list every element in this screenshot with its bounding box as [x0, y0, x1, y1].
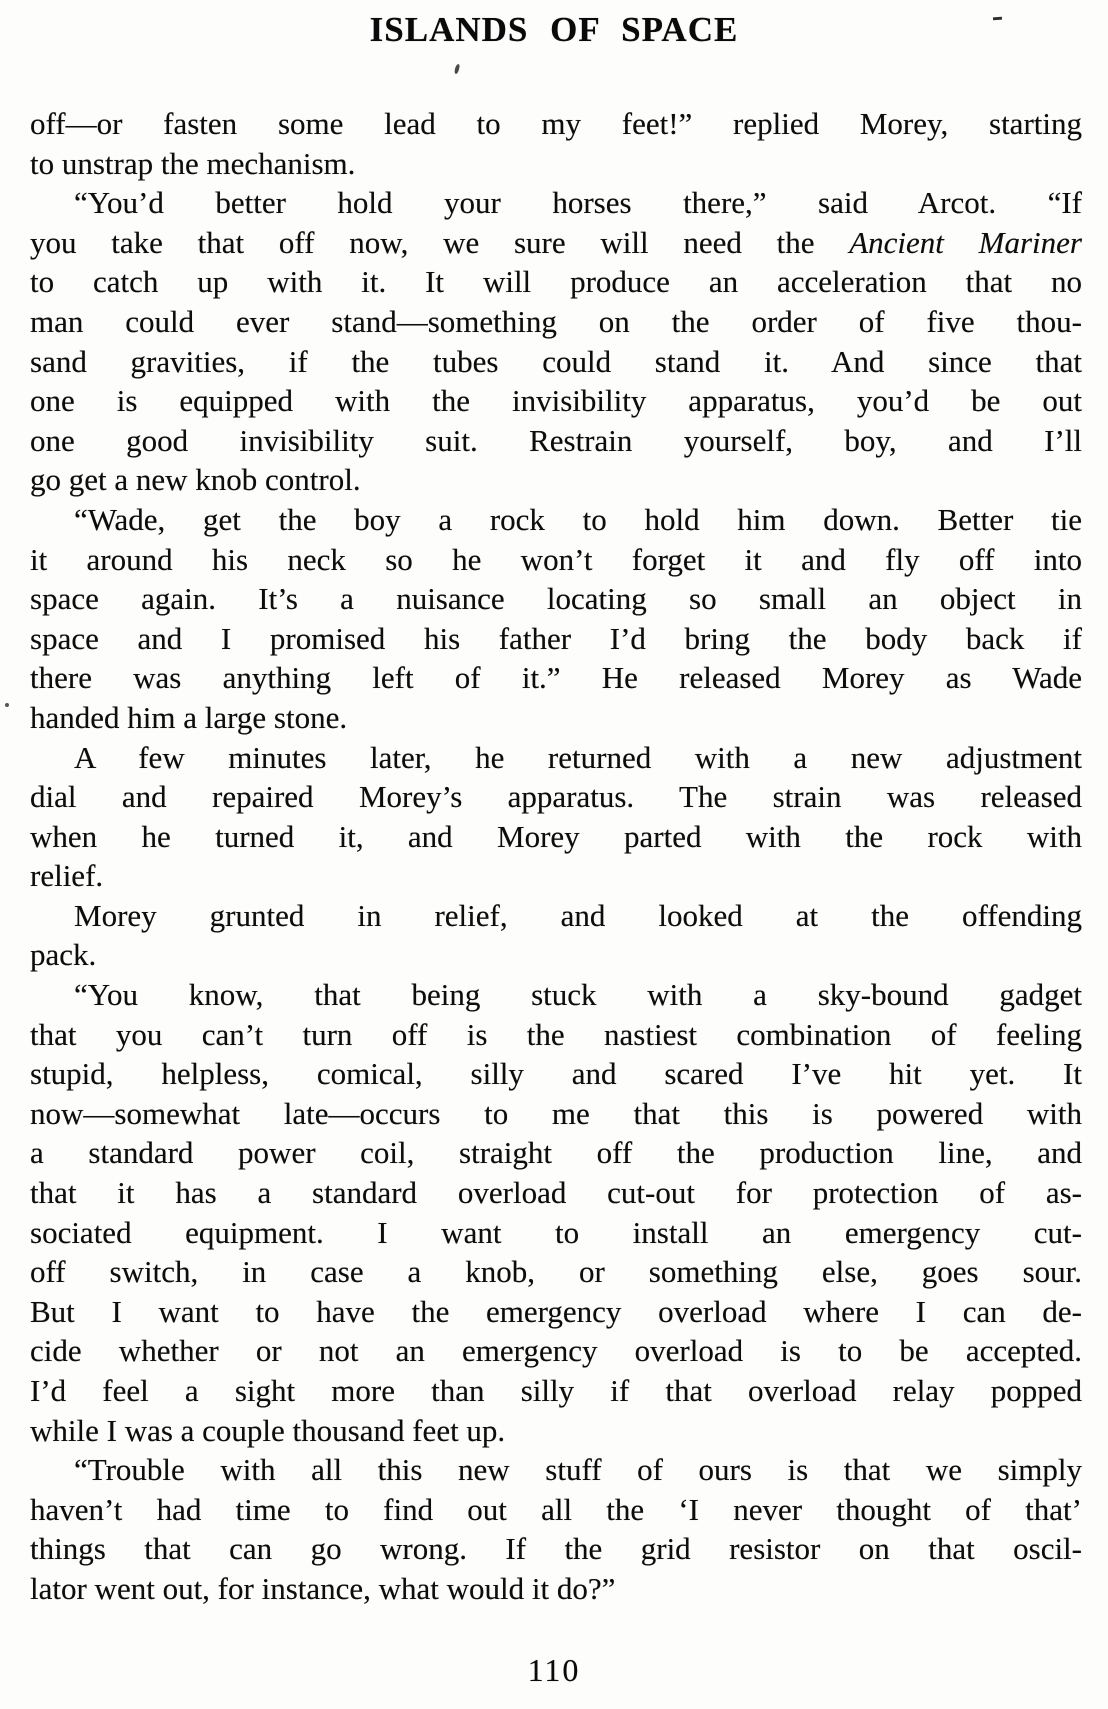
text-line: when he turned it, and Morey parted with the rock with	[30, 818, 1082, 854]
text-line: now—somewhat late—occurs to me that this is powered with	[30, 1095, 1082, 1131]
text-line: things that can go wrong. If the grid resistor on that oscil-	[30, 1531, 1082, 1567]
text-line: “Trouble with all this new stuff of ours is that we simply	[74, 1452, 1082, 1488]
text-line: “Wade, get the boy a rock to hold him down. Better tie	[74, 501, 1082, 537]
text-line: pack.	[30, 937, 97, 973]
scan-speck	[5, 703, 9, 707]
text-line: space and I promised his father I’d bring the body back if	[30, 620, 1082, 656]
text-line: “You know, that being stuck with a sky-bound gadget	[74, 977, 1082, 1013]
text-line: Morey grunted in relief, and looked at the offending	[74, 897, 1082, 933]
scan-speck	[993, 17, 1002, 21]
text-line: dial and repaired Morey’s apparatus. The strain was released	[30, 779, 1082, 815]
text-line: a standard power coil, straight off the production line, and	[30, 1135, 1082, 1171]
paragraph	[30, 1450, 1082, 1608]
paragraph	[30, 738, 1082, 896]
text-line: that you can’t turn off is the nastiest combination of feeling	[30, 1016, 1082, 1052]
text-line: I’d feel a sight more than silly if that overload relay popped	[30, 1373, 1082, 1408]
text-line: A few minutes later, he returned with a new adjustment	[74, 739, 1082, 775]
text-line: sand gravities, if the tubes could stand it. And since that	[30, 343, 1082, 379]
text-line: one good invisibility suit. Restrain yourself, boy, and I’ll	[30, 422, 1082, 458]
text-line: sociated equipment. I want to install an emergency cut-	[30, 1214, 1082, 1250]
text-line: while I was a couple thousand feet up.	[30, 1412, 506, 1448]
text-line: to unstrap the mechanism.	[30, 145, 356, 181]
text-line: “You’d better hold your horses there,” said Arcot. “If	[74, 185, 1082, 221]
text-line: lator went out, for instance, what would it do?”	[30, 1570, 616, 1606]
paragraph	[30, 183, 1082, 500]
paragraph	[30, 896, 1082, 975]
text-line: stupid, helpless, comical, silly and scared I’ve hit yet. It	[30, 1056, 1082, 1092]
paragraph	[30, 500, 1082, 738]
text-line: you take that off now, we sure will need the Ancient Mariner	[30, 224, 1082, 260]
text-body	[30, 104, 1082, 1609]
text-line: to catch up with it. It will produce an acceleration that no	[30, 264, 1082, 300]
text-line: off—or fasten some lead to my feet!” replied Morey, starting	[30, 106, 1082, 141]
text-line: handed him a large stone.	[30, 699, 348, 735]
scan-speck	[454, 64, 460, 75]
text-line: there was anything left of it.” He released Morey as Wade	[30, 660, 1082, 696]
text-line: man could ever stand—something on the order of five thou-	[30, 303, 1082, 339]
paragraph	[30, 104, 1082, 183]
text-line: haven’t had time to find out all the ‘I never thought of that’	[30, 1491, 1082, 1527]
page-header: ISLANDS OF SPACE	[369, 10, 739, 49]
text-line: cide whether or not an emergency overload is to be accepted.	[30, 1333, 1082, 1369]
text-line: relief.	[30, 858, 104, 894]
text-line: But I want to have the emergency overload where I can de-	[30, 1293, 1082, 1329]
page-number: 110	[527, 1652, 581, 1688]
text-line: off switch, in case a knob, or something else, goes sour.	[30, 1254, 1082, 1290]
paragraph	[30, 975, 1082, 1450]
text-line: it around his neck so he won’t forget it and fly off into	[30, 541, 1082, 577]
text-line: go get a new knob control.	[30, 462, 361, 498]
text-line: that it has a standard overload cut-out for protection of as-	[30, 1175, 1082, 1211]
text-line: space again. It’s a nuisance locating so small an object in	[30, 581, 1082, 617]
text-line: one is equipped with the invisibility apparatus, you’d be out	[30, 383, 1082, 419]
